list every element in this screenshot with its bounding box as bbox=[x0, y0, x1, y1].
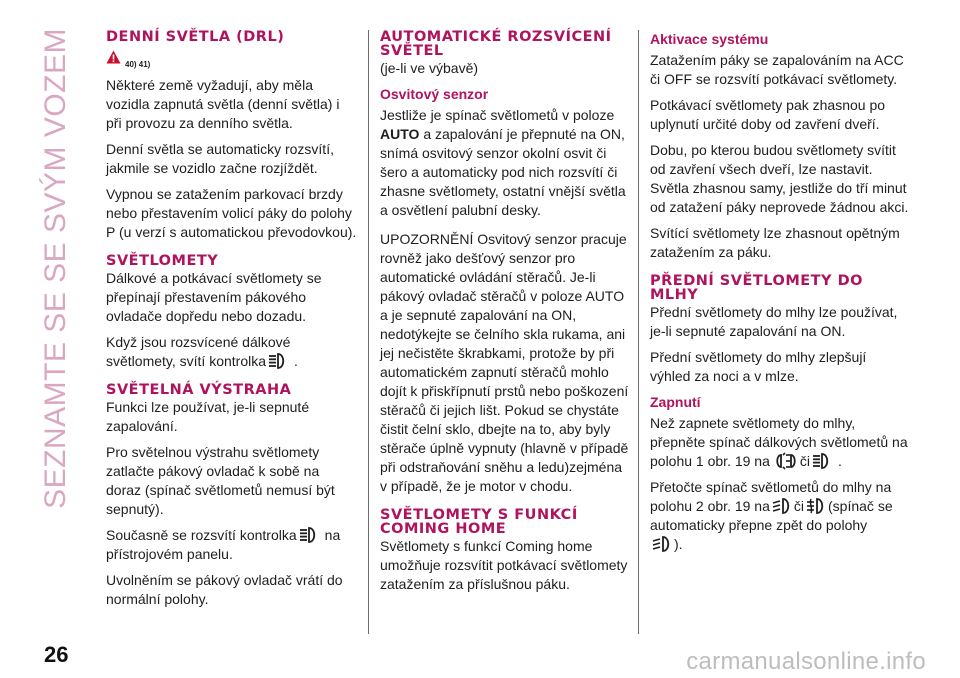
flash-heading: SVĚTELNÁ VÝSTRAHA bbox=[106, 382, 292, 398]
flash-paragraph-2: Pro světelnou výstrahu světlomety zatlačte pákový ovladač k sobě na doraz (spínač světlometů nemusí být sepnutý). bbox=[106, 444, 335, 517]
activation-paragraph-3: Dobu, po kterou budou světlomety svítit od zavření všech dveří, lze nastavit. Světla zhasnou samy, jestliže do tří minut od zatažení páky neprovede žádnou akci. bbox=[650, 142, 909, 215]
activation-paragraph-4: Svítící světlomety lze zhasnout opětným zatažením za páku. bbox=[650, 225, 900, 260]
sensor-auto-label: AUTO bbox=[380, 126, 420, 142]
column-divider-2 bbox=[638, 30, 639, 634]
on-p1-end: . bbox=[838, 453, 842, 469]
sensor-paragraph-1 bbox=[380, 106, 630, 220]
auto-lights-heading: AUTOMATICKÉ ROZSVÍCENÍ SVĚTEL bbox=[380, 29, 612, 59]
on-p2-text: Přetočte spínač světlometů do mlhy na polohu 2 obr. 19 na bbox=[650, 479, 892, 514]
switch-on-paragraph-1 bbox=[650, 414, 910, 471]
on-p1-or: či bbox=[799, 453, 811, 469]
sensor-paragraph-2: UPOZORNĚNÍ Osvitový senzor pracuje rovněž jako dešťový senzor pro automatické ovládání stěračů. Je-li pákový ovladač stěračů v poloze AUTO a je sepnuté zapalování na ON, nedotýkejte se čelního skla rukama, ani jej nečistěte škrabkami, protože by při automatickém zapnutí stěračů mohlo dojít k přiskřípnutí prstů nebo poškození stěračů či jejich lišt. Pokud se chystáte čistit čelní sklo, dbejte na to, aby byly stěrače úplně vypnuty (hlavně v případě při odstraňování sněhu a ledu)zejména v případě, že je motor v chodu. bbox=[380, 231, 629, 494]
activation-paragraph-1: Zatažením páky se zapalováním na ACC či OFF se rozsvítí potkávací světlomety. bbox=[650, 52, 904, 87]
coming-home-paragraph: Světlomety s funkcí Coming home umožňuje rozsvítit potkávací světlomety zatažením za příslušnou páku. bbox=[380, 538, 628, 592]
low-beam-icon bbox=[652, 535, 672, 553]
on-p2-or: či bbox=[793, 498, 805, 514]
column-divider-1 bbox=[368, 30, 369, 634]
high-beam-icon bbox=[268, 352, 292, 370]
column-1 bbox=[106, 30, 358, 616]
drl-paragraph-2: Denní světla se automaticky rozsvítí, jakmile se vozidlo začne rozjíždět. bbox=[106, 141, 334, 176]
flash-paragraph-4: Uvolněním se pákový ovladač vrátí do normální polohy. bbox=[106, 572, 343, 607]
sensor-heading: Osvitový senzor bbox=[380, 86, 489, 102]
page-number: 26 bbox=[44, 642, 69, 667]
switch-on-heading: Zapnutí bbox=[650, 394, 701, 410]
on-p2-end: ). bbox=[674, 536, 683, 552]
front-fog-light-icon bbox=[806, 497, 826, 515]
headlights-paragraph-2 bbox=[106, 333, 358, 371]
fog-lights-heading: PŘEDNÍ SVĚTLOMETY DO MLHY bbox=[650, 273, 863, 303]
drl-refs: 40) 41) bbox=[125, 60, 151, 69]
side-tab-text: SEZNAMTE SE SE SVÝM VOZEM bbox=[39, 28, 72, 509]
side-tab bbox=[20, 28, 92, 509]
activation-paragraph-2: Potkávací světlomety pak zhasnou po uplynutí určité doby od zavření dveří. bbox=[650, 97, 886, 132]
column-3 bbox=[650, 30, 910, 561]
column-2 bbox=[380, 30, 630, 601]
low-beam-icon bbox=[772, 497, 792, 515]
headlight-icon bbox=[772, 452, 798, 470]
high-beam-icon bbox=[299, 526, 323, 544]
drl-paragraph-1: Některé země vyžadují, aby měla vozidla zapnutá světla (denní světla) i při provozu za denního světla. bbox=[106, 77, 340, 131]
flash-paragraph-3 bbox=[106, 526, 358, 564]
high-beam-icon bbox=[812, 452, 836, 470]
headlights-p2-text: Když jsou rozsvícené dálkové světlomety, svítí kontrolka bbox=[106, 334, 291, 369]
headlights-heading: SVĚTLOMETY bbox=[106, 253, 219, 269]
switch-on-paragraph-2 bbox=[650, 478, 910, 554]
fog-paragraph-1: Přední světlomety do mlhy lze používat, je-li sepnuté zapalování na ON. bbox=[650, 304, 898, 339]
headlights-p2-end: . bbox=[294, 353, 298, 369]
auto-lights-subtitle: (je-li ve výbavě) bbox=[380, 60, 479, 76]
coming-home-heading: SVĚTLOMETY S FUNKCÍ COMING HOME bbox=[380, 507, 578, 537]
watermark: carmanualsonline.info bbox=[686, 648, 926, 675]
warning-triangle-icon bbox=[106, 50, 121, 69]
on-p2-rest: (spínač se automaticky přepne zpět do polohy bbox=[650, 498, 893, 533]
flash-p3-text: Současně se rozsvítí kontrolka bbox=[106, 527, 297, 543]
drl-paragraph-3: Vypnou se zatažením parkovací brzdy nebo přestavením volicí páky do polohy P (u verzí s automatickou převodovkou). bbox=[106, 186, 357, 240]
drl-warning-refs bbox=[106, 50, 358, 69]
headlights-paragraph-1: Dálkové a potkávací světlomety se přepínají přestavením pákového ovladače dopředu nebo dozadu. bbox=[106, 270, 322, 324]
flash-p3-end: na přístrojovém panelu. bbox=[106, 527, 341, 562]
fog-paragraph-2: Přední světlomety do mlhy zlepšují výhled za noci a v mlze. bbox=[650, 349, 867, 384]
sensor-p1-text: Jestliže je spínač světlometů v poloze bbox=[380, 107, 615, 123]
on-p1-text: Než zapnete světlomety do mlhy, přepněte spínač dálkových světlometů na polohu 1 obr. 19 na bbox=[650, 415, 908, 469]
drl-heading: DENNÍ SVĚTLA (DRL) bbox=[106, 29, 285, 45]
sensor-p1-rest: a zapalování je přepnuté na ON, snímá osvitový senzor okolní osvit či šero a automaticky pod nich rozsvítí či zhasne světlomety, ostatní vnější světla a osvětlení palubní desky. bbox=[380, 126, 626, 218]
flash-paragraph-1: Funkci lze používat, je-li sepnuté zapalování. bbox=[106, 399, 310, 434]
activation-heading: Aktivace systému bbox=[650, 31, 769, 47]
